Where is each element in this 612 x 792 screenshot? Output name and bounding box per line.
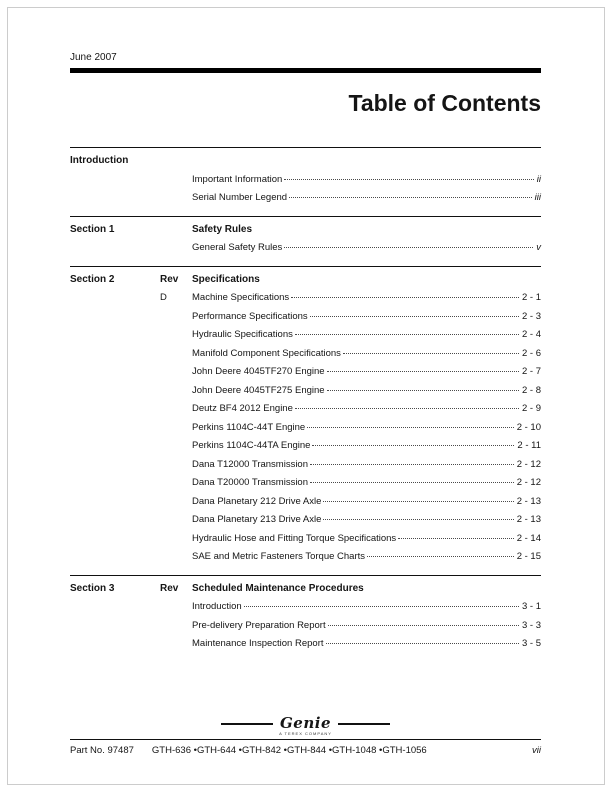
toc-entry bbox=[70, 171, 541, 190]
section-title: Safety Rules bbox=[192, 223, 253, 235]
toc-sections bbox=[70, 147, 541, 662]
section-header-row bbox=[70, 221, 541, 240]
entry-title: Dana Planetary 212 Drive Axle bbox=[192, 495, 322, 507]
dot-leader bbox=[307, 427, 514, 428]
dot-leader bbox=[367, 556, 514, 557]
entry-page-number: 2 - 12 bbox=[516, 458, 541, 470]
dot-leader bbox=[310, 316, 519, 317]
toc-section bbox=[70, 147, 541, 216]
section-title: Specifications bbox=[192, 273, 260, 285]
entry-page-number: 3 - 1 bbox=[521, 601, 541, 612]
toc-entry bbox=[70, 511, 541, 530]
section-header-row bbox=[70, 271, 541, 290]
entry-title: Maintenance Inspection Report bbox=[192, 638, 324, 649]
toc-entry bbox=[70, 363, 541, 382]
genie-logo bbox=[70, 716, 541, 731]
section-rev-header: Rev bbox=[160, 273, 179, 285]
entry-page-number: v bbox=[536, 242, 541, 253]
dot-leader bbox=[328, 625, 519, 626]
section-label: Introduction bbox=[70, 155, 129, 166]
entry-page-number: 2 - 4 bbox=[521, 329, 541, 340]
section-title: Scheduled Maintenance Procedures bbox=[192, 582, 364, 594]
logo-left-line bbox=[221, 723, 273, 725]
entry-page-number: 2 - 13 bbox=[516, 514, 541, 525]
entry-title: Introduction bbox=[192, 601, 242, 612]
entry-title: SAE and Metric Fasteners Torque Charts bbox=[192, 551, 366, 562]
section-label: Section 3 bbox=[70, 582, 115, 594]
toc-entry bbox=[70, 189, 541, 208]
entry-title: Important Information bbox=[192, 173, 283, 185]
dot-leader bbox=[327, 371, 519, 372]
section-header-row bbox=[70, 580, 541, 599]
toc-entry bbox=[70, 345, 541, 364]
entry-page-number: 2 - 11 bbox=[517, 440, 541, 451]
dot-leader bbox=[312, 445, 514, 446]
dot-leader bbox=[343, 353, 519, 354]
entry-title: Pre-delivery Preparation Report bbox=[192, 619, 326, 631]
entry-page-number: 2 - 1 bbox=[521, 292, 541, 303]
toc-entry bbox=[70, 635, 541, 654]
toc-entry bbox=[70, 289, 541, 308]
entry-page-number: ii bbox=[536, 173, 541, 185]
toc-entry bbox=[70, 308, 541, 327]
section-rev-header: Rev bbox=[160, 582, 179, 594]
toc-entry bbox=[70, 548, 541, 567]
toc-entry bbox=[70, 382, 541, 401]
entry-page-number: 2 - 7 bbox=[521, 366, 541, 377]
page-title: Table of Contents bbox=[348, 90, 541, 116]
entry-title: Machine Specifications bbox=[192, 292, 290, 303]
dot-leader bbox=[310, 482, 514, 483]
entry-page-number: 2 - 12 bbox=[516, 477, 541, 488]
entry-title: General Safety Rules bbox=[192, 242, 283, 253]
entry-title: Hydraulic Hose and Fitting Torque Specifications bbox=[192, 532, 397, 544]
footer-model-list: GTH-636 •GTH-644 •GTH-842 •GTH-844 •GTH-1048 •GTH-1056 bbox=[151, 745, 427, 756]
page-content bbox=[70, 0, 541, 662]
footer-page-number: vii bbox=[532, 745, 541, 756]
dot-leader bbox=[284, 179, 533, 180]
toc-entry bbox=[70, 598, 541, 617]
entry-title: Manifold Component Specifications bbox=[192, 347, 341, 359]
entry-title: Hydraulic Specifications bbox=[192, 329, 293, 340]
entry-page-number: 2 - 6 bbox=[521, 347, 541, 359]
toc-entry bbox=[70, 419, 541, 438]
entry-page-number: 2 - 14 bbox=[516, 532, 541, 544]
toc-section bbox=[70, 266, 541, 575]
entry-title: Serial Number Legend bbox=[192, 192, 288, 203]
entry-rev: D bbox=[160, 292, 167, 303]
entry-page-number: 2 - 10 bbox=[516, 421, 541, 433]
section-header-row bbox=[70, 152, 541, 171]
entry-page-number: 2 - 3 bbox=[521, 310, 541, 322]
genie-logo-text: Genie bbox=[279, 714, 331, 732]
entry-page-number: 2 - 13 bbox=[516, 495, 541, 507]
entry-page-number: 2 - 9 bbox=[521, 403, 541, 414]
dot-leader bbox=[310, 464, 514, 465]
entry-title: Dana T20000 Transmission bbox=[192, 477, 308, 488]
dot-leader bbox=[326, 643, 519, 644]
dot-leader bbox=[284, 247, 533, 248]
entry-title: John Deere 4045TF270 Engine bbox=[192, 366, 325, 377]
toc-entry bbox=[70, 400, 541, 419]
header-date: June 2007 bbox=[70, 52, 117, 63]
logo-right-line bbox=[338, 723, 390, 725]
entry-page-number: 3 - 5 bbox=[521, 638, 541, 649]
toc-entry bbox=[70, 456, 541, 475]
genie-logo-subtext: A TEREX COMPANY bbox=[279, 731, 332, 736]
entry-title: Deutz BF4 2012 Engine bbox=[192, 403, 293, 414]
dot-leader bbox=[323, 519, 513, 520]
entry-page-number: 3 - 3 bbox=[521, 619, 541, 631]
toc-entry bbox=[70, 530, 541, 549]
toc-entry bbox=[70, 437, 541, 456]
entry-title: Dana Planetary 213 Drive Axle bbox=[192, 514, 322, 525]
dot-leader bbox=[291, 297, 519, 298]
dot-leader bbox=[398, 538, 514, 539]
header-thick-rule bbox=[70, 68, 541, 73]
dot-leader bbox=[323, 501, 513, 502]
toc-section bbox=[70, 216, 541, 266]
toc-entry bbox=[70, 617, 541, 636]
entry-page-number: 2 - 8 bbox=[521, 384, 541, 396]
footer-part-number: Part No. 97487 bbox=[70, 745, 134, 756]
section-label: Section 1 bbox=[70, 223, 115, 235]
page-footer bbox=[70, 716, 541, 756]
entry-title: Dana T12000 Transmission bbox=[192, 458, 308, 470]
footer-rule bbox=[70, 739, 541, 740]
entry-title: Perkins 1104C-44TA Engine bbox=[192, 440, 311, 451]
dot-leader bbox=[295, 408, 519, 409]
dot-leader bbox=[244, 606, 519, 607]
dot-leader bbox=[295, 334, 519, 335]
toc-entry bbox=[70, 474, 541, 493]
entry-title: Performance Specifications bbox=[192, 310, 308, 322]
entry-page-number: 2 - 15 bbox=[516, 551, 541, 562]
section-label: Section 2 bbox=[70, 273, 115, 285]
toc-section bbox=[70, 575, 541, 662]
toc-entry bbox=[70, 493, 541, 512]
dot-leader bbox=[327, 390, 519, 391]
footer-text-row bbox=[70, 745, 541, 756]
dot-leader bbox=[289, 197, 532, 198]
entry-page-number: iii bbox=[534, 192, 541, 203]
toc-entry bbox=[70, 239, 541, 258]
toc-entry bbox=[70, 326, 541, 345]
entry-title: Perkins 1104C-44T Engine bbox=[192, 421, 306, 433]
entry-title: John Deere 4045TF275 Engine bbox=[192, 384, 325, 396]
